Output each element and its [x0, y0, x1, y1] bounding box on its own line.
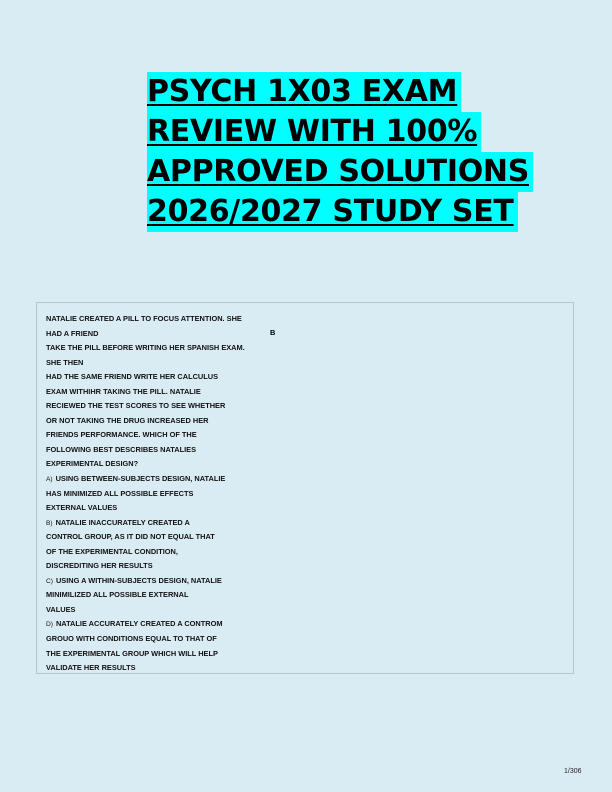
option-text: NATALIE INACCURATELY CREATED A [55, 517, 190, 527]
option-b [46, 516, 286, 531]
question-line: EXPERIMENTAL DESIGN? [46, 459, 139, 469]
option-letter: C) [46, 577, 53, 585]
question-line: NATALIE CREATED A PILL TO FOCUS ATTENTION. SHE [46, 314, 242, 323]
option-d-line: THE EXPERIMENTAL GROUP WHICH WILL HELP [46, 648, 218, 658]
title-line: PSYCH 1X03 EXAM [147, 72, 461, 112]
title-line: 2026/2027 STUDY SET [147, 192, 518, 232]
option-letter: A) [46, 476, 53, 484]
option-c-line: VALUES [46, 604, 76, 614]
option-text: NATALIE ACCURATELY CREATED A CONTROM [55, 619, 223, 629]
option-d [46, 617, 286, 632]
question-line: FRIENDS PERFORMANCE. WHICH OF THE [46, 430, 197, 440]
title-line: APPROVED SOLUTIONS [147, 152, 533, 192]
option-c [46, 574, 286, 589]
question-line: RECIEWED THE TEST SCORES TO SEE WHETHER [46, 401, 226, 411]
option-b-line: CONTROL GROUP, AS IT DID NOT EQUAL THAT [46, 532, 215, 542]
question-line: SHE THEN [46, 357, 84, 367]
option-b-line: OF THE EXPERIMENTAL CONDITION, [46, 546, 178, 556]
question-line: HAD A FRIEND [46, 328, 99, 338]
option-a [46, 472, 286, 487]
question-line: HAD THE SAME FRIEND WRITE HER CALCULUS [46, 372, 219, 382]
option-d-line: GROUO WITH CONDITIONS EQUAL TO THAT OF [46, 634, 217, 644]
option-text: USING A WITHIN-SUBJECTS DESIGN, NATALIE [55, 575, 222, 585]
question-card [36, 302, 574, 674]
title-line: REVIEW WITH 100% [147, 112, 481, 152]
document-title [147, 72, 567, 232]
question-line: OR NOT TAKING THE DRUG INCREASED HER [46, 415, 209, 425]
option-text: USING BETWEEN-SUBJECTS DESIGN, NATALIE [55, 474, 226, 484]
option-letter: D) [46, 621, 53, 629]
option-letter: B) [46, 519, 53, 527]
question-line: FOLLOWING BEST DESCRIBES NATALIES [46, 444, 197, 454]
option-c-line: MINIMILIZED ALL POSSIBLE EXTERNAL [46, 590, 189, 600]
option-a-line: EXTERNAL VALUES [46, 503, 118, 513]
option-b-line: DISCREDITING HER RESULTS [46, 561, 153, 571]
page-number: 1/306 [564, 768, 582, 775]
option-a-line: HAS MINIMIZED ALL POSSIBLE EFFECTS [46, 488, 194, 498]
question-text [46, 312, 286, 676]
answer-label: B [270, 328, 276, 337]
question-line: EXAM WITHIHR TAKING THE PILL. NATALIE [46, 386, 201, 396]
question-line: TAKE THE PILL BEFORE WRITING HER SPANISH EXAM. [46, 343, 245, 353]
option-d-line: VALIDATE HER RESULTS [46, 663, 136, 673]
